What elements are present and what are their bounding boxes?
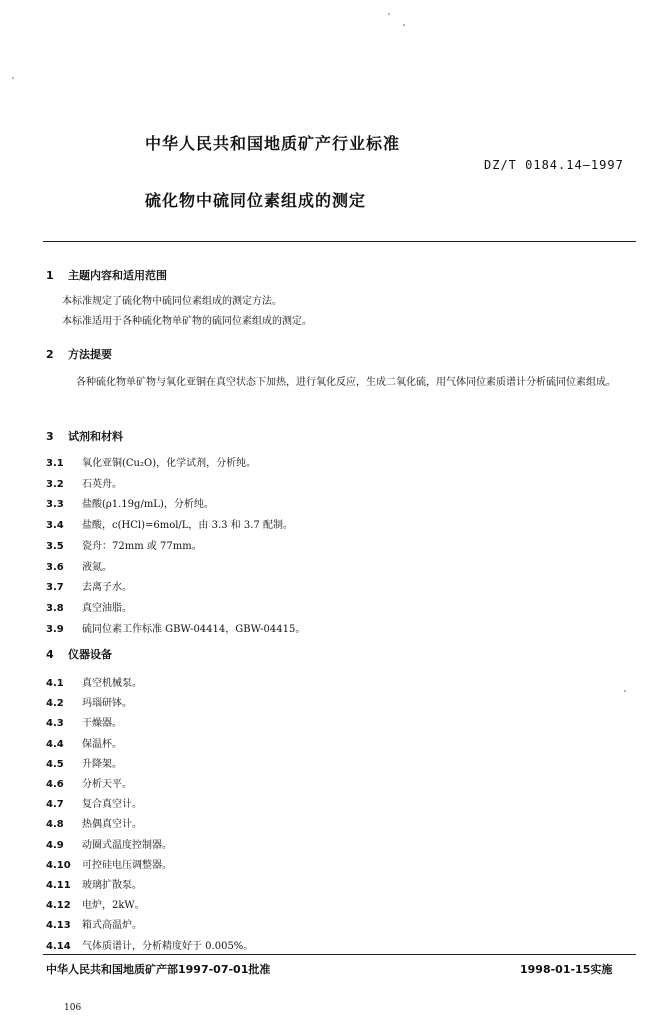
item-number: 3.3	[46, 499, 64, 511]
list-item	[46, 937, 253, 952]
effective-date: 1998-01-15实施	[520, 963, 613, 976]
header-rule	[43, 241, 636, 242]
scan-speck	[403, 24, 405, 26]
item-text: 去离子水。	[82, 582, 132, 594]
item-text: 箱式高温炉。	[82, 920, 142, 932]
item-number: 4.9	[46, 839, 64, 851]
item-number: 4.6	[46, 779, 64, 790]
item-text: 盐酸(ρ1.19g/mL)，分析纯。	[82, 499, 214, 511]
item-number: 4.7	[46, 799, 64, 811]
list-item	[46, 714, 122, 729]
standard-code: DZ/T 0184.14—1997	[484, 158, 624, 172]
item-text: 动圈式温度控制器。	[82, 839, 172, 851]
scan-speck	[624, 690, 626, 692]
list-item	[46, 896, 145, 911]
item-text: 真空油脂。	[82, 602, 132, 614]
item-number: 4.10	[46, 859, 71, 871]
scan-speck	[388, 13, 390, 15]
scan-speck	[12, 77, 14, 79]
item-text: 硫同位素工作标准 GBW-04414，GBW-04415。	[82, 623, 306, 635]
item-text: 盐酸，c(HCl)=6mol/L，由 3.3 和 3.7 配制。	[82, 520, 293, 532]
standard-title: 中华人民共和国地质矿产行业标准	[145, 134, 401, 153]
list-item	[46, 537, 202, 552]
page-number: 106	[64, 1003, 82, 1013]
item-text: 热偶真空计。	[82, 819, 142, 831]
section-1-heading	[46, 267, 167, 283]
item-number: 3.7	[46, 582, 64, 594]
item-text: 液氮。	[82, 561, 112, 573]
item-number: 4.4	[46, 738, 64, 750]
section-title: 仪器设备	[68, 648, 112, 661]
item-number: 4.2	[46, 698, 64, 710]
list-item	[46, 620, 305, 635]
section-2-paragraph: 各种硫化物单矿物与氧化亚铜在真空状态下加热，进行氧化反应，生成二氧化硫，用气体同位素质谱计分析硫同位素组成。	[76, 377, 616, 388]
section-title: 方法提要	[68, 348, 112, 361]
item-number: 4.11	[46, 880, 71, 891]
section-2-heading	[46, 346, 112, 362]
section-1-paragraph: 本标准适用于各种硫化物单矿物的硫同位素组成的测定。	[62, 316, 312, 327]
list-item	[46, 755, 122, 770]
section-number: 1	[46, 269, 54, 282]
list-item	[46, 475, 122, 490]
item-text: 石英舟。	[82, 478, 122, 490]
item-number: 3.9	[46, 623, 64, 635]
section-number: 2	[46, 348, 54, 361]
section-number: 4	[46, 648, 54, 661]
item-number: 3.6	[46, 561, 64, 573]
issued-statement: 中华人民共和国地质矿产部1997-07-01批准	[46, 963, 271, 976]
item-number: 4.14	[46, 940, 71, 952]
item-number: 4.3	[46, 718, 64, 730]
item-text: 可控硅电压调整器。	[82, 859, 172, 871]
list-item	[46, 735, 122, 750]
section-4-heading	[46, 646, 112, 662]
item-text: 氧化亚铜(Cu₂O)，化学试剂，分析纯。	[82, 458, 257, 469]
list-item	[46, 599, 132, 614]
item-text: 升降架。	[82, 758, 122, 770]
section-number: 3	[46, 430, 54, 443]
item-number: 4.12	[46, 900, 71, 912]
section-title: 试剂和材料	[68, 430, 123, 443]
document-title: 硫化物中硫同位素组成的测定	[145, 191, 367, 210]
list-item	[46, 836, 172, 851]
item-number: 4.8	[46, 819, 64, 831]
footer-rule	[43, 954, 636, 955]
list-item	[46, 694, 132, 709]
item-number: 3.2	[46, 478, 64, 490]
list-item	[46, 795, 142, 810]
item-text: 瓷舟：72mm 或 77mm。	[82, 540, 202, 552]
list-item	[46, 495, 214, 510]
list-item	[46, 876, 142, 891]
item-text: 玛瑙研钵。	[82, 698, 132, 710]
item-text: 真空机械泵。	[82, 678, 142, 689]
item-number: 3.5	[46, 540, 64, 552]
item-text: 保温杯。	[82, 738, 122, 750]
item-text: 复合真空计。	[82, 799, 142, 811]
section-1-paragraph: 本标准规定了硫化物中硫同位素组成的测定方法。	[62, 296, 282, 307]
item-number: 3.1	[46, 458, 64, 469]
list-item	[46, 578, 132, 593]
item-number: 3.8	[46, 602, 64, 614]
list-item	[46, 916, 142, 931]
item-number: 4.5	[46, 758, 64, 770]
item-text: 电炉，2kW。	[82, 900, 145, 912]
section-3-heading	[46, 428, 123, 444]
item-number: 3.4	[46, 520, 64, 532]
item-text: 干燥器。	[82, 718, 122, 730]
item-number: 4.13	[46, 920, 71, 932]
list-item	[46, 558, 112, 573]
section-title: 主题内容和适用范围	[68, 269, 167, 282]
item-number: 4.1	[46, 678, 64, 689]
list-item	[46, 674, 142, 689]
list-item	[46, 775, 132, 790]
list-item	[46, 516, 293, 531]
item-text: 气体质谱计，分析精度好于 0.005%。	[82, 940, 254, 952]
item-text: 玻璃扩散泵。	[82, 880, 142, 891]
list-item	[46, 815, 142, 830]
list-item	[46, 454, 256, 469]
list-item	[46, 856, 172, 871]
item-text: 分析天平。	[82, 779, 132, 790]
